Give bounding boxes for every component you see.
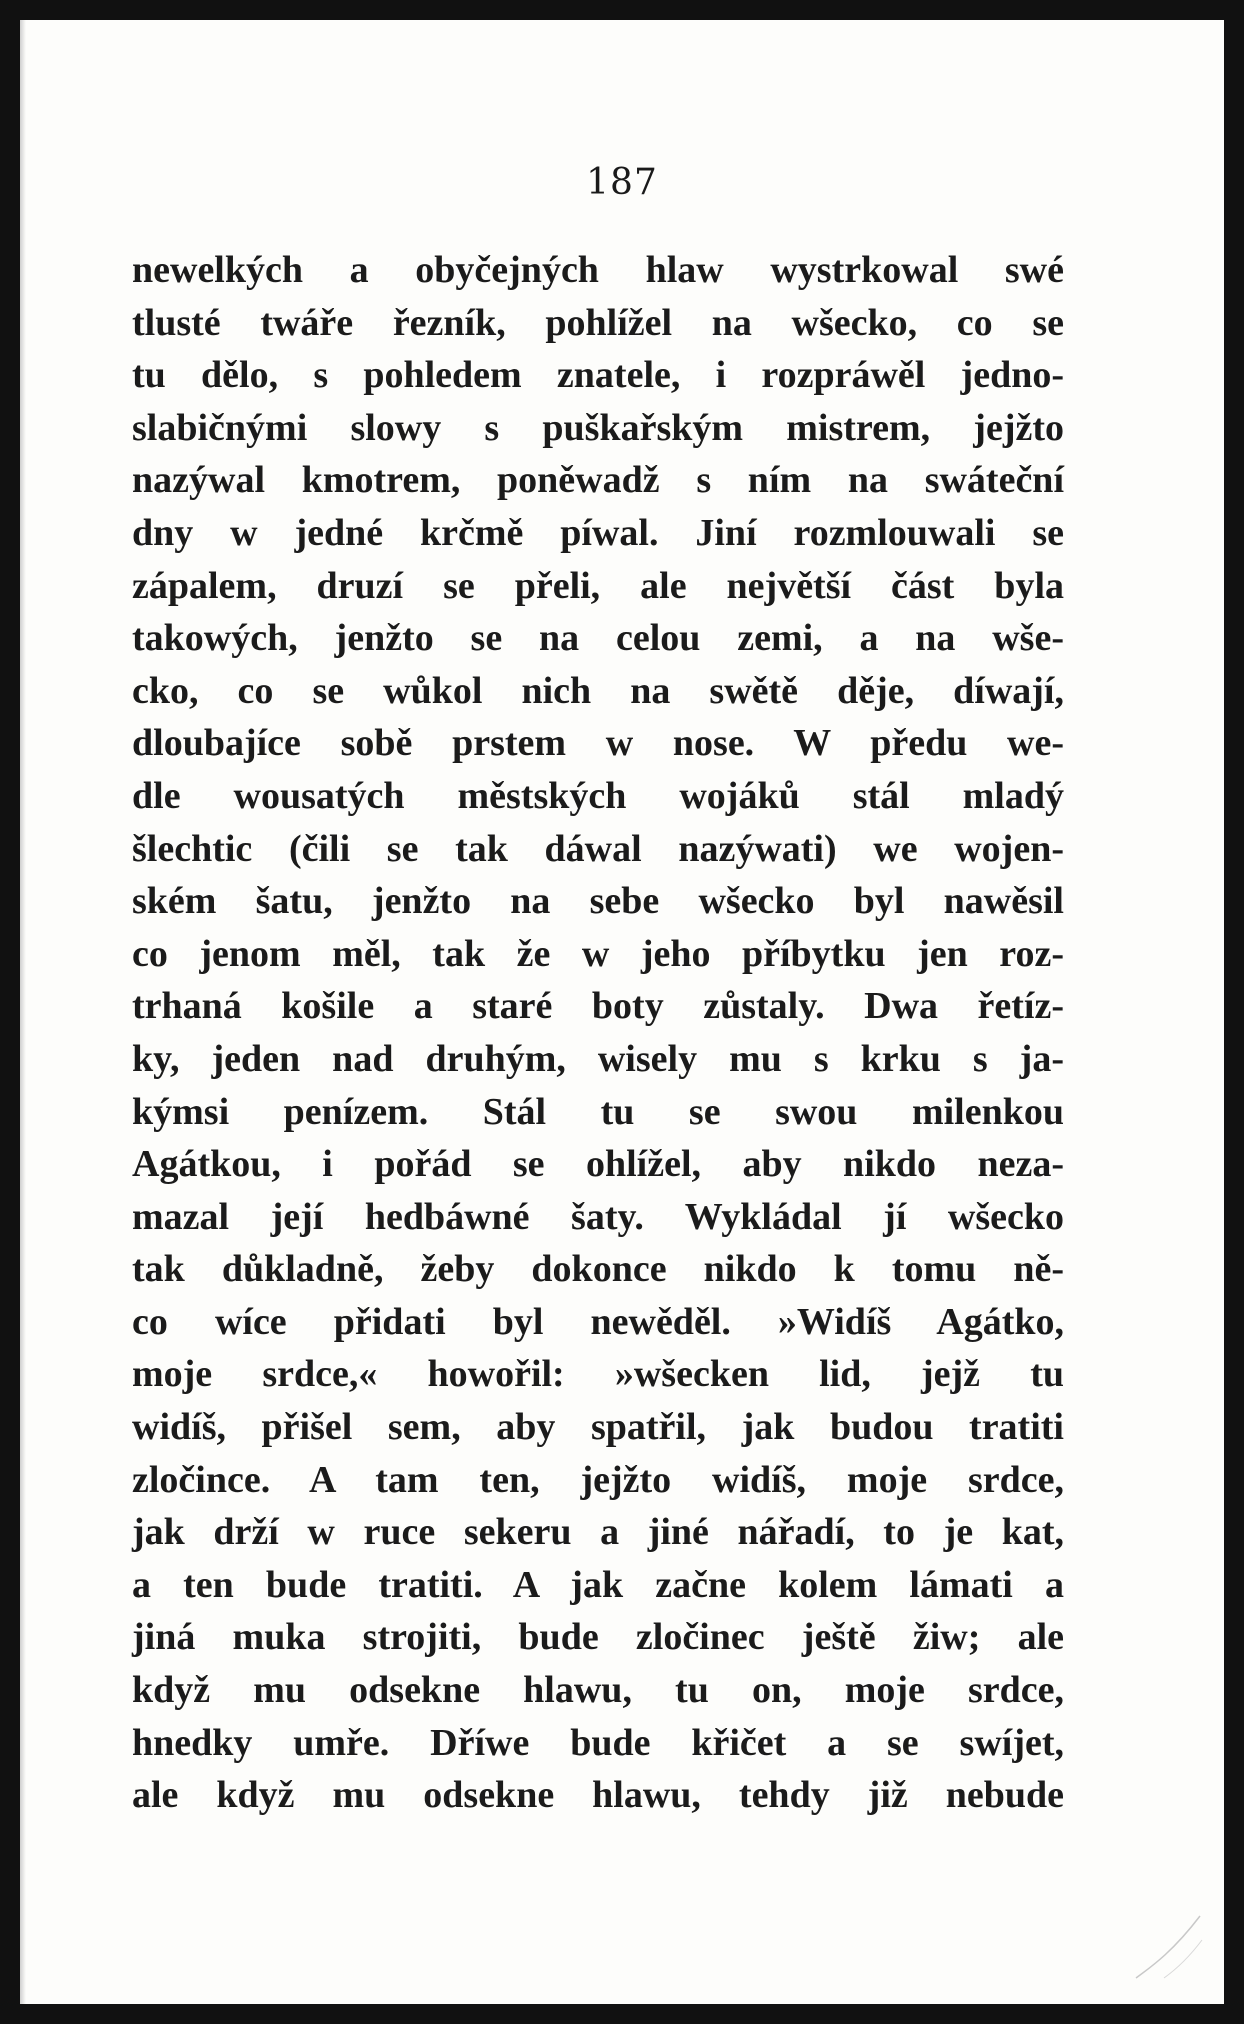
text-line: co wíce přidati byl newěděl. »Widíš Agátko,: [132, 1300, 1064, 1343]
text-line: tak důkladně, žeby dokonce nikdo k tomu ně-: [132, 1248, 1064, 1291]
text-line: moje srdce,« howořil: »wšecken lid, jejž tu: [132, 1353, 1064, 1396]
text-line: Agátkou, i pořád se ohlížel, aby nikdo neza-: [132, 1143, 1064, 1186]
text-line: co jenom měl, tak že w jeho příbytku jen roz-: [132, 932, 1064, 975]
text-line: jiná muka strojiti, bude zločinec ještě žiw; ale: [132, 1616, 1064, 1659]
text-line: ky, jeden nad druhým, wisely mu s krku s ja-: [132, 1037, 1064, 1080]
gutter-shadow: [20, 20, 26, 2004]
text-line: kýmsi penízem. Stál tu se swou milenkou: [132, 1090, 1064, 1133]
text-line: jak drží w ruce sekeru a jiné nářadí, to je kat,: [132, 1511, 1064, 1554]
text-line: cko, co se wůkol nich na swětě děje, díwají,: [132, 669, 1064, 712]
text-line: dloubajíce sobě prstem w nose. W předu we-: [132, 722, 1064, 765]
page-corner-scratch: [1134, 1910, 1204, 1980]
text-line: a ten bude tratiti. A jak začne kolem lámati a: [132, 1563, 1064, 1606]
text-line: hnedky umře. Dříwe bude křičet a se swíjet,: [132, 1721, 1064, 1764]
text-line: tu dělo, s pohledem znatele, i rozpráwěl jedno-: [132, 354, 1064, 397]
text-line: když mu odsekne hlawu, tu on, moje srdce,: [132, 1669, 1064, 1712]
text-line: mazal její hedbáwné šaty. Wykládal jí wšecko: [132, 1195, 1064, 1238]
body-text: [132, 244, 1064, 1822]
text-line: nazýwal kmotrem, poněwadž s ním na swáteční: [132, 459, 1064, 502]
text-line: widíš, přišel sem, aby spatřil, jak budou tratiti: [132, 1406, 1064, 1449]
text-line: tlusté twáře řezník, pohlížel na wšecko, co se: [132, 301, 1064, 344]
text-line: zločince. A tam ten, jejžto widíš, moje srdce,: [132, 1458, 1064, 1501]
text-line: zápalem, druzí se přeli, ale největší část byla: [132, 564, 1064, 607]
text-line: slabičnými slowy s puškařským mistrem, jejžto: [132, 406, 1064, 449]
text-line: dny w jedné krčmě píwal. Jiní rozmlouwali se: [132, 511, 1064, 554]
text-line: ale když mu odsekne hlawu, tehdy již nebude: [132, 1774, 1064, 1817]
text-line: trhaná košile a staré boty zůstaly. Dwa řetíz-: [132, 985, 1064, 1028]
text-line: ském šatu, jenžto na sebe wšecko byl nawěsil: [132, 880, 1064, 923]
text-line: šlechtic (čili se tak dáwal nazýwati) we wojen-: [132, 827, 1064, 870]
page-number: 187: [586, 162, 658, 203]
text-line: takowých, jenžto se na celou zemi, a na wše-: [132, 617, 1064, 660]
book-page: [20, 20, 1224, 2004]
text-line: newelkých a obyčejných hlaw wystrkowal swé: [132, 249, 1064, 291]
text-line: dle wousatých městských wojáků stál mladý: [132, 774, 1064, 817]
